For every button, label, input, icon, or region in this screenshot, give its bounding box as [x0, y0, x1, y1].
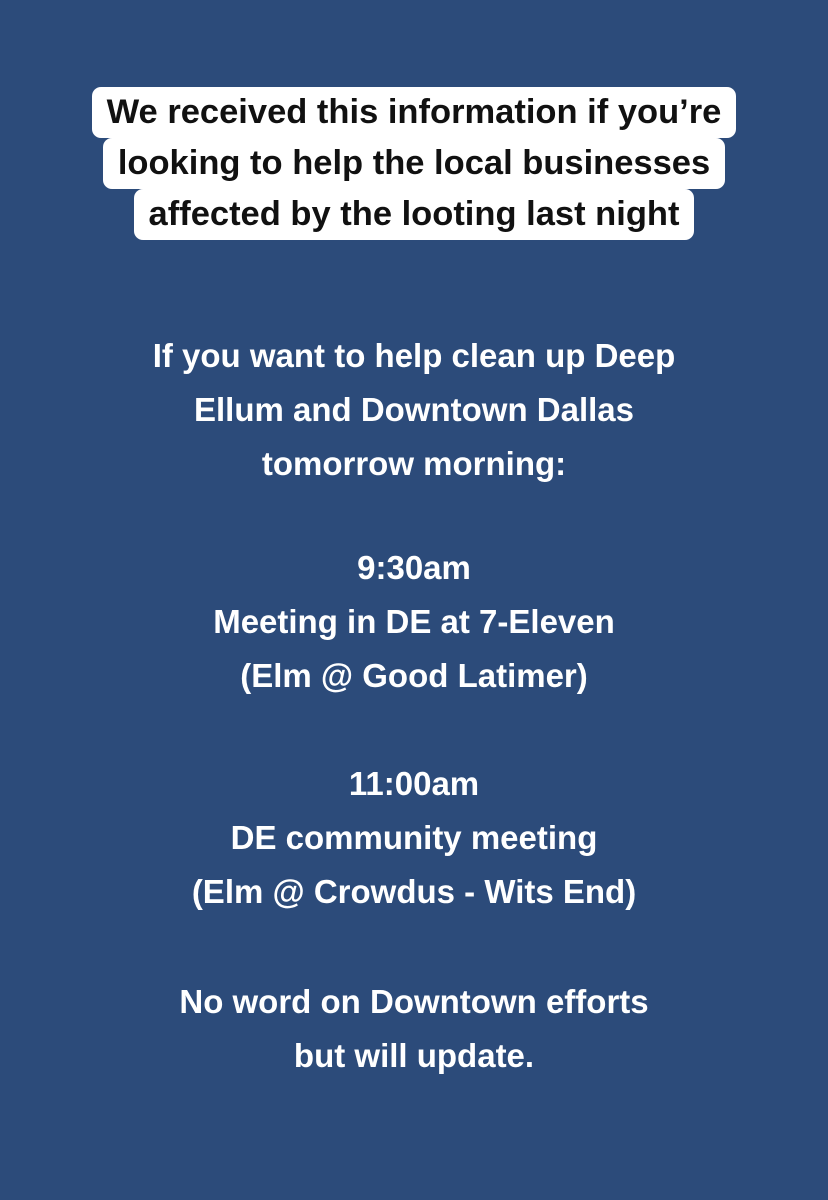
footer-line: but will update. [293, 1037, 535, 1074]
intro-line: tomorrow morning: [261, 445, 567, 482]
event-location: (Elm @ Good Latimer) [240, 657, 588, 694]
header-line: affected by the looting last night [134, 189, 695, 240]
event-description: DE community meeting [230, 819, 598, 856]
footer-line: No word on Downtown efforts [179, 983, 649, 1020]
event-block [0, 757, 828, 919]
event-time: 9:30am [357, 549, 471, 586]
header-line: We received this information if you’re [92, 87, 737, 138]
header-line: looking to help the local businesses [103, 138, 725, 189]
intro-line: Ellum and Downtown Dallas [193, 391, 635, 428]
event-location: (Elm @ Crowdus - Wits End) [191, 873, 637, 910]
event-description: Meeting in DE at 7-Eleven [213, 603, 615, 640]
footer-note [0, 975, 828, 1083]
event-block [0, 541, 828, 703]
intro-text [0, 329, 828, 491]
header-caption [0, 87, 828, 240]
event-time: 11:00am [348, 765, 480, 802]
intro-line: If you want to help clean up Deep [152, 337, 676, 374]
